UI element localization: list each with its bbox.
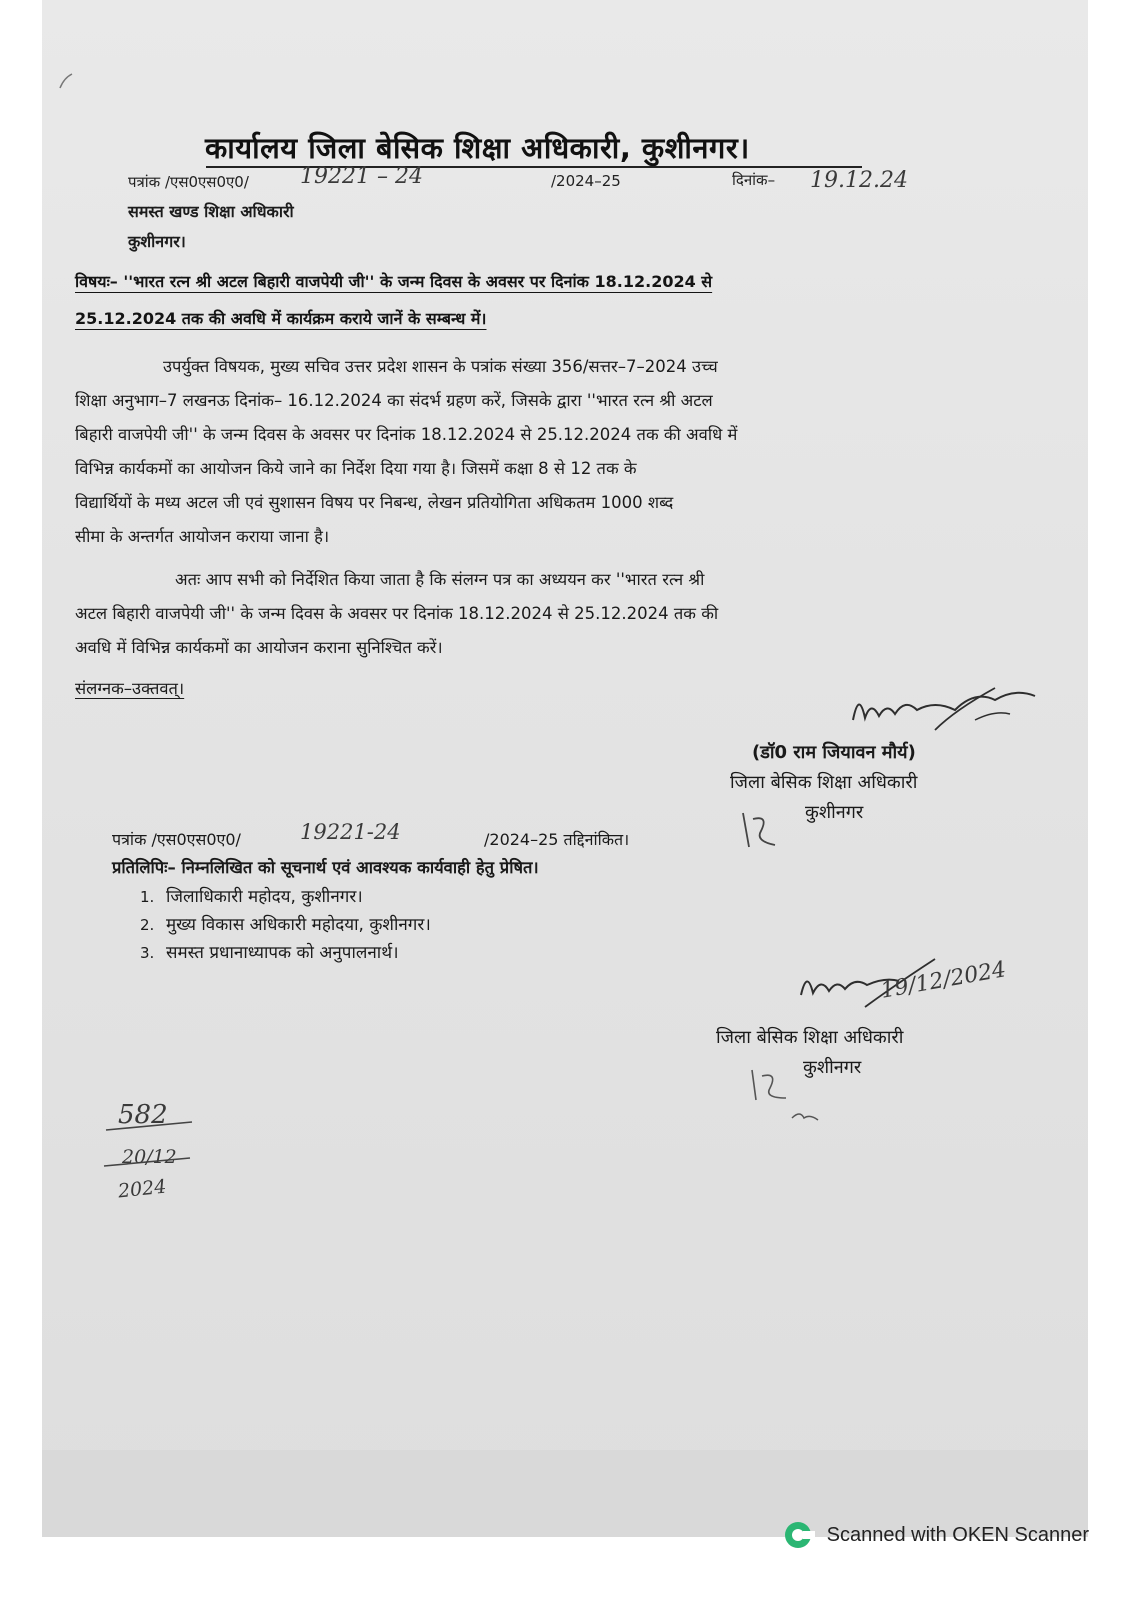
paragraph-1-line-2: शिक्षा अनुभाग–7 लखनऊ दिनांक– 16.12.2024 का संदर्भ ग्रहण करें, जिसके द्वारा ''भारत रत्न श्री अटल — [75, 391, 713, 410]
initials-mark-1 — [735, 805, 795, 855]
scanner-label: Scanned with OKEN Scanner — [826, 1523, 1089, 1546]
endorsement-ref-handwritten: 19221-24 — [300, 820, 401, 844]
subject-line-2: 25.12.2024 तक की अवधि में कार्यक्रम कराये जानें के सम्बन्ध में। — [75, 309, 487, 328]
copy-item-number: 2. — [140, 916, 155, 934]
paragraph-2-line-2: अटल बिहारी वाजपेयी जी'' के जन्म दिवस के अवसर पर दिनांक 18.12.2024 से 25.12.2024 तक की — [75, 604, 719, 623]
subject-block — [75, 263, 985, 337]
date-label: दिनांक– — [732, 171, 776, 189]
copy-item-number: 1. — [140, 888, 155, 906]
addressee-line-1: समस्त खण्ड शिक्षा अधिकारी — [128, 202, 294, 221]
margin-note-number: 582 — [118, 1100, 168, 1130]
body-paragraph-1 — [75, 350, 983, 554]
signature-2-date: 19/12/2024 — [878, 957, 1009, 1004]
signatory-place: कुशीनगर — [805, 802, 864, 823]
initials-mark-2 — [742, 1060, 822, 1130]
paragraph-1-line-1: उपर्युक्त विषयक, मुख्य सचिव उत्तर प्रदेश शासन के पत्रांक संख्या 356/सत्तर–7–2024 उच्च — [163, 357, 718, 376]
stray-pen-mark — [56, 70, 76, 92]
signatory-name: (डॉ0 राम जियावन मौर्य) — [752, 742, 916, 763]
paragraph-1-line-4: विभिन्न कार्यकमों का आयोजन किये जाने का निर्देश दिया गया है। जिसमें कक्षा 8 से 12 तक के — [75, 459, 637, 478]
margin-note-date-2: 2024 — [116, 1175, 168, 1203]
oken-scanner-logo-icon — [783, 1518, 817, 1552]
subject-line-1: विषयः– ''भारत रत्न श्री अटल बिहारी वाजपेयी जी'' के जन्म दिवस के अवसर पर दिनांक 18.12.2024 से — [75, 272, 713, 291]
reference-number-handwritten: 19221 – 24 — [300, 164, 423, 189]
signatory-2-place: कुशीनगर — [803, 1057, 862, 1078]
addressee-line-2: कुशीनगर। — [128, 232, 186, 251]
copy-item-number: 3. — [140, 944, 155, 962]
endorsement-ref-tail: /2024–25 तद्दिनांकित। — [484, 830, 630, 849]
reference-number-label: पत्रांक /एस0एस0ए0/ — [128, 173, 249, 191]
attachment-note: संलग्नक–उक्तवत्। — [75, 679, 185, 698]
paragraph-1-line-5: विद्यार्थियों के मध्य अटल जी एवं सुशासन विषय पर निबन्ध, लेखन प्रतियोगिता अधिकतम 1000 शब्द — [75, 493, 674, 512]
office-heading: कार्यालय जिला बेसिक शिक्षा अधिकारी, कुशीनगर। — [205, 131, 750, 165]
paragraph-2-line-3: अवधि में विभिन्न कार्यकमों का आयोजन कराना सुनिश्चित करें। — [75, 638, 443, 657]
reference-year: /2024–25 — [551, 172, 621, 190]
signatory-2-title: जिला बेसिक शिक्षा अधिकारी — [716, 1027, 904, 1048]
copy-item-2 — [140, 912, 431, 935]
margin-note-date-1: 20/12 — [122, 1146, 177, 1168]
body-paragraph-2 — [75, 563, 983, 665]
endorsement-ref-label: पत्रांक /एस0एस0ए0/ — [112, 830, 241, 849]
paragraph-1-line-6: सीमा के अन्तर्गत आयोजन कराया जाना है। — [75, 527, 330, 546]
paragraph-1-line-3: बिहारी वाजपेयी जी'' के जन्म दिवस के अवसर पर दिनांक 18.12.2024 से 25.12.2024 तक की अवधि में — [75, 425, 738, 444]
scanned-page — [42, 0, 1088, 1537]
date-handwritten: 19.12.24 — [810, 168, 908, 193]
copy-item-text: समस्त प्रधानाध्यापक को अनुपालनार्थ। — [166, 943, 399, 963]
paragraph-2-line-1: अतः आप सभी को निर्देशित किया जाता है कि संलग्न पत्र का अध्ययन कर ''भारत रत्न श्री — [175, 570, 705, 589]
scanner-watermark — [783, 1518, 1089, 1552]
copy-item-text: जिलाधिकारी महोदय, कुशीनगर। — [166, 887, 363, 907]
copy-item-3 — [140, 940, 399, 963]
signatory-title: जिला बेसिक शिक्षा अधिकारी — [730, 772, 918, 793]
copy-item-text: मुख्य विकास अधिकारी महोदया, कुशीनगर। — [166, 915, 431, 935]
copy-to-title: प्रतिलिपिः– निम्नलिखित को सूचनार्थ एवं आवश्यक कार्यवाही हेतु प्रेषित। — [112, 858, 539, 877]
copy-item-1 — [140, 884, 363, 907]
